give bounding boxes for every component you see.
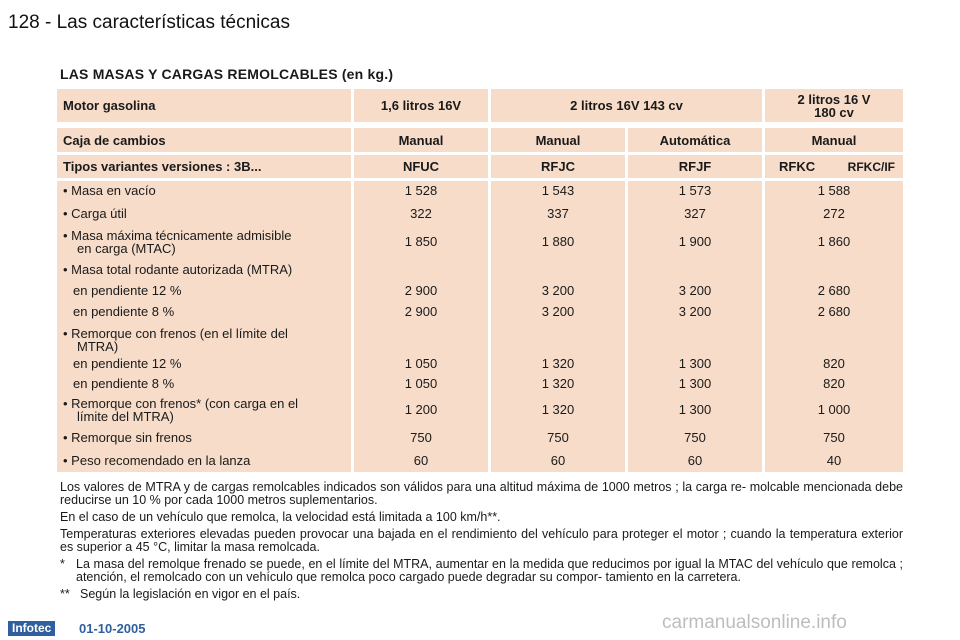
- row-value: 1 588: [817, 183, 851, 198]
- row-value: 750: [547, 430, 569, 445]
- footnote-2: [60, 588, 903, 601]
- gearbox-col4: Manual: [765, 128, 903, 152]
- watermark: carmanualsonline.info: [662, 612, 847, 633]
- engine-col4-line2: 180 cv: [814, 104, 854, 120]
- row-label: en pendiente 8 %: [73, 304, 175, 319]
- row-label: en pendiente 12 %: [73, 283, 182, 298]
- row-value: 1 000: [817, 402, 851, 417]
- row-label: • Peso recomendado en la lanza: [63, 453, 251, 468]
- col1-bg: [354, 181, 488, 472]
- row-value: 3 200: [678, 304, 712, 319]
- row-value: 1 850: [404, 234, 438, 249]
- row-value: 1 320: [541, 402, 575, 417]
- row-value: 2 900: [404, 283, 438, 298]
- row-label: • Carga útil: [63, 206, 127, 221]
- row-value: 322: [410, 206, 432, 221]
- variants-col4a: RFKC: [779, 159, 816, 174]
- row-value: 1 300: [678, 356, 712, 371]
- row-label-line2: MTRA): [77, 339, 119, 354]
- row-value: 60: [687, 453, 703, 468]
- gearbox-row: [57, 128, 903, 152]
- row-label-line2: límite del MTRA): [77, 409, 174, 424]
- row-label: • Masa en vacío: [63, 183, 156, 198]
- row-value: 1 528: [404, 183, 438, 198]
- row-label-line2: en carga (MTAC): [77, 241, 176, 256]
- row-value: 1 050: [404, 376, 438, 391]
- row-value: 1 200: [404, 402, 438, 417]
- note-paragraph: En el caso de un vehículo que remolca, la velocidad está limitada a 100 km/h**.: [60, 510, 501, 524]
- col3-bg: [628, 181, 762, 472]
- notes-block: [60, 481, 903, 605]
- data-block: [57, 181, 903, 472]
- col2-bg: [491, 181, 625, 472]
- row-value: 3 200: [678, 283, 712, 298]
- row-value: 750: [823, 430, 845, 445]
- row-value: 60: [550, 453, 566, 468]
- footer-date: 01-10-2005: [79, 621, 146, 636]
- row-value: 820: [823, 376, 845, 391]
- gearbox-row-label: Caja de cambios: [57, 128, 351, 152]
- row-value: 3 200: [541, 283, 575, 298]
- row-value: 40: [826, 453, 842, 468]
- row-value: 60: [413, 453, 429, 468]
- row-value: 1 573: [678, 183, 712, 198]
- variants-col1: NFUC: [354, 155, 488, 178]
- row-label: en pendiente 8 %: [73, 376, 175, 391]
- row-value: 1 320: [541, 376, 575, 391]
- footnote-mark: *: [60, 557, 65, 571]
- gearbox-col1: Manual: [354, 128, 488, 152]
- variants-col3: RFJF: [628, 155, 762, 178]
- row-value: 3 200: [541, 304, 575, 319]
- row-value: 272: [823, 206, 845, 221]
- gearbox-col3: Automática: [628, 128, 762, 152]
- gearbox-col2: Manual: [491, 128, 625, 152]
- variants-col4b: RFKC/IF: [847, 159, 895, 174]
- row-value: 1 300: [678, 402, 712, 417]
- row-value: 1 050: [404, 356, 438, 371]
- engine-col4-line1: 2 litros 16 V: [797, 91, 871, 107]
- variants-col4: [765, 155, 903, 178]
- variants-row-label: Tipos variantes versiones : 3B...: [57, 155, 351, 178]
- row-label: • Masa máxima técnicamente admisible: [63, 228, 292, 243]
- variants-col2: RFJC: [491, 155, 625, 178]
- engine-col4: [765, 89, 903, 122]
- col4-bg: [765, 181, 903, 472]
- footnote-mark: **: [60, 587, 70, 601]
- row-value: 1 543: [541, 183, 575, 198]
- row-label: • Masa total rodante autorizada (MTRA): [63, 262, 293, 277]
- row-value: 337: [547, 206, 569, 221]
- footnote-text: La masa del remolque frenado se puede, en el límite del MTRA, aumentar en la medida que reducimos por igual la MTAC del vehículo que remolca ; atención, el remolcado con un vehículo que remolca poco cargado puede degradar su compor- tamiento en la carretera.: [76, 557, 903, 584]
- row-value: 2 680: [817, 304, 851, 319]
- footnote-1: [60, 558, 903, 584]
- row-value: 750: [684, 430, 706, 445]
- row-value: 1 300: [678, 376, 712, 391]
- engine-col2-3: 2 litros 16V 143 cv: [491, 89, 762, 122]
- row-value: 1 860: [817, 234, 851, 249]
- row-value: 1 880: [541, 234, 575, 249]
- row-value: 820: [823, 356, 845, 371]
- engine-col1: 1,6 litros 16V: [354, 89, 488, 122]
- engine-row-label: Motor gasolina: [57, 89, 351, 122]
- row-label: • Remorque con frenos* (con carga en el: [63, 396, 299, 411]
- note-paragraph: Temperaturas exteriores elevadas pueden provocar una bajada en el rendimiento del vehículo para proteger el motor ; cuando la temperatura exterior es superior a 45 °C, limitar la masa remolcada.: [60, 527, 903, 554]
- row-label: • Remorque sin frenos: [63, 430, 192, 445]
- row-value: 1 320: [541, 356, 575, 371]
- variants-row: [57, 155, 903, 178]
- infotec-badge: Infotec: [8, 621, 55, 636]
- row-value: 750: [410, 430, 432, 445]
- row-label: • Remorque con frenos (en el límite del: [63, 326, 288, 341]
- engine-row: [57, 89, 903, 122]
- section-title: LAS MASAS Y CARGAS REMOLCABLES (en kg.): [60, 66, 394, 82]
- row-value: 327: [684, 206, 706, 221]
- footnote-text: Según la legislación en vigor en el país.: [80, 587, 301, 601]
- row-value: 2 680: [817, 283, 851, 298]
- note-paragraph: Los valores de MTRA y de cargas remolcables indicados son válidos para una altitud máxima de 1000 metros ; la carga re- molcable mencionada debe reducirse un 10 % por cada 1000 metros suplementarios.: [60, 480, 903, 507]
- page-header: 128 - Las características técnicas: [8, 12, 290, 33]
- row-value: 2 900: [404, 304, 438, 319]
- row-label: en pendiente 12 %: [73, 356, 182, 371]
- row-value: 1 900: [678, 234, 712, 249]
